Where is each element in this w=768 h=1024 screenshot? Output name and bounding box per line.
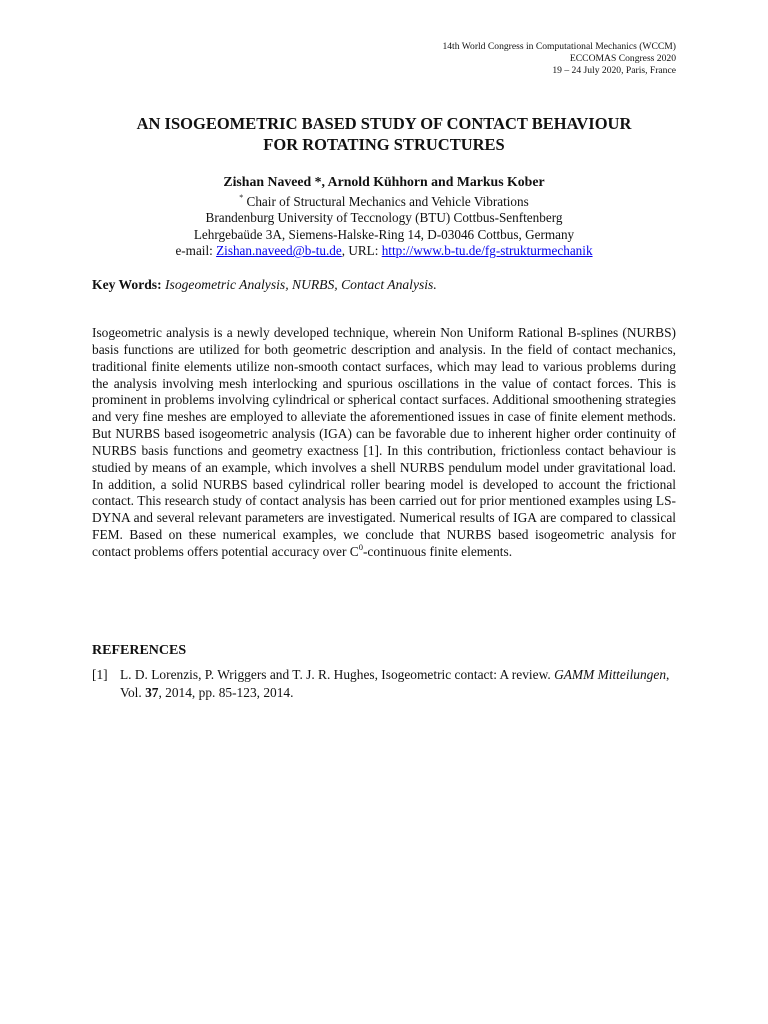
keywords-text: Isogeometric Analysis, NURBS, Contact Analysis. <box>165 277 437 292</box>
conference-header <box>442 41 676 77</box>
conference-line-2: ECCOMAS Congress 2020 <box>569 53 676 64</box>
affiliation-marker: * <box>239 193 244 202</box>
reference-vol-prefix: , Vol. <box>120 667 670 700</box>
references-heading: REFERENCES <box>92 643 187 658</box>
url-label: , URL: <box>341 243 382 259</box>
paper-title-line-1: AN ISOGEOMETRIC BASED STUDY OF CONTACT BEHAVIOUR <box>136 114 632 133</box>
conference-line-3: 19 – 24 July 2020, Paris, France <box>552 65 676 76</box>
reference-body <box>120 666 676 701</box>
affiliation-chair: Chair of Structural Mechanics and Vehicle Vibrations <box>246 194 529 209</box>
reference-volume: 37 <box>145 684 159 700</box>
abstract-ending: -continuous finite elements. <box>362 543 513 559</box>
reference-number: [1] <box>92 667 108 682</box>
reference-authors-title: L. D. Lorenzis, P. Wriggers and T. J. R. Hughes, Isogeometric contact: A review. <box>120 667 555 682</box>
url-link[interactable]: http://www.b-tu.de/fg-strukturmechanik <box>381 243 593 259</box>
keywords <box>92 276 676 294</box>
reference-item <box>92 666 676 701</box>
paper-title-line-2: FOR ROTATING STRUCTURES <box>263 134 505 154</box>
affiliation-contact <box>92 243 676 259</box>
email-label: e-mail: <box>175 243 217 259</box>
affiliation-line-2: Brandenburg University of Teccnology (BTU) Cottbus-Senftenberg <box>205 210 563 226</box>
author-list: Zishan Naveed *, Arnold Kühhorn and Markus Kober <box>223 174 545 189</box>
abstract <box>92 325 676 561</box>
abstract-body: Isogeometric analysis is a newly developed technique, wherein Non Uniform Rational B-splines (NURBS) basis functions are utilized for both geometric description and analysis. In the field of contact mechanics, traditional finite elements utilize non-smooth contact surfaces, which may lead to various problems during the analysis involving mesh interlocking and spurious oscillations in the value of contact forces. This is prominent in problems involving cylindrical or spherical contact surfaces. Additional smoothening strategies and very fine meshes are employed to alleviate the aforementioned issues in case of finite element methods. But NURBS based isogeometric analysis (IGA) can be favorable due to inherent higher order continuity of NURBS basis functions and geometry exactness [1]. In this contribution, frictionless contact behaviour is studied by means of an example, which involves a shell NURBS pendulum model under gravitational load. In addition, a solid NURBS based cylindrical roller bearing model is developed to account the frictional contact. This research study of contact analysis has been carried out for prior mentioned examples using LS-DYNA and several relevant parameters are investigated. Numerical results of IGA are compared to classical FEM. Based on these numerical examples, we conclude that NURBS based isogeometric analysis for contact problems offers potential accuracy over C <box>92 325 676 559</box>
keywords-label: Key Words: <box>92 277 162 292</box>
abstract-superscript: 0 <box>358 541 363 552</box>
affiliation <box>92 194 676 260</box>
conference-line-1: 14th World Congress in Computational Mechanics (WCCM) <box>442 41 676 52</box>
reference-rest: , 2014, pp. 85-123, 2014. <box>158 684 294 700</box>
reference-journal: GAMM Mitteilungen <box>554 667 667 682</box>
affiliation-line-1 <box>92 194 676 210</box>
email-link[interactable]: Zishan.naveed@b-tu.de <box>216 243 342 259</box>
affiliation-line-3: Lehrgebaüde 3A, Siemens-Halske-Ring 14, D-03046 Cottbus, Germany <box>193 226 575 242</box>
paper-title <box>92 114 676 155</box>
